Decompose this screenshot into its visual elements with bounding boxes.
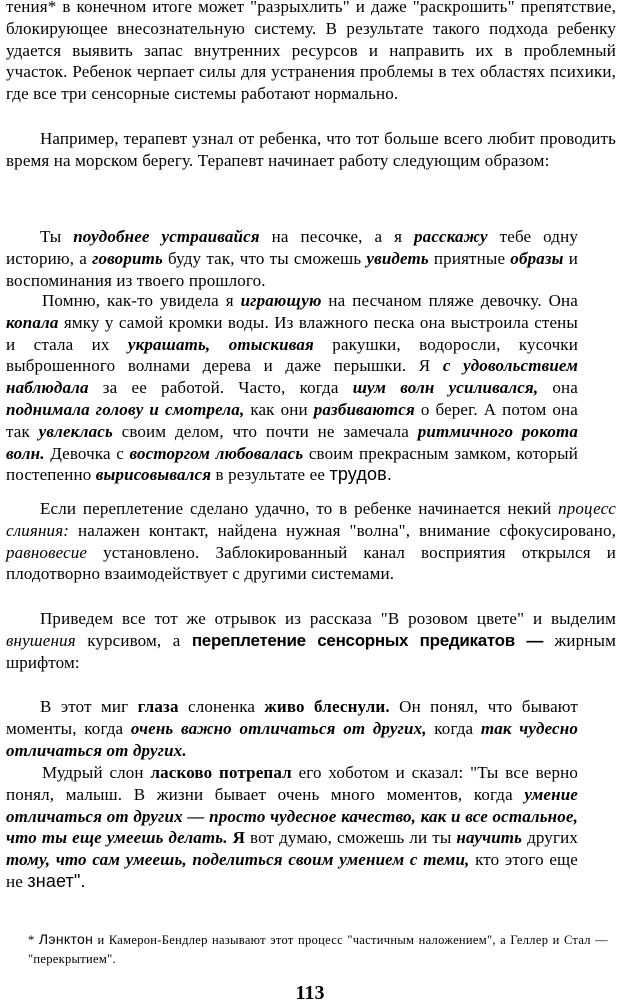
story-paragraph-3: В этот миг глаза слоненка живо блеснули. Он понял, что бывают моменты, когда очень важно отличаться от других, когда так чудесно отличаться от других. (6, 697, 578, 760)
paragraph-intro: тения* в конечном итоге может "разрыхлить" и даже "раскрошить" препятствие, блокирующее внесознательную систему. В результате такого подхода ребенку удается выявить запас внутренних ресурсов и направить их в проблемный участок. Ребенок черпает силы для устранения проблемы в тех областях психики, где все три сенсорные системы работают нормально. (6, 0, 616, 104)
paragraph-quote-intro: Приведем все тот же отрывок из рассказа "В розовом цвете" и выделим внушения курсивом, а переплетение сенсорных предикатов — жирным шрифтом: (6, 609, 616, 672)
story-paragraph-1: Ты поудобнее устраивайся на песочке, а я расскажу тебе одну историю, а говорить буду так, что ты сможешь увидеть приятные образы и воспоминания из твоего прошлого. (6, 227, 578, 290)
story-paragraph-2: Помню, как-то увидела я играющую на песчаном пляже девочку. Она копала ямку у самой кромки воды. Из влажного песка она выстроила стены и стала их украшать, отыскивая ракушки, водоросли, кусочки выброшенного волнами дерева и даже перышки. Я с удовольствием наблюдала за ее работой. Часто, когда шум волн усиливался, она поднимала голову и смотрела, как они разбиваются о берег. А потом она так увлеклась своим делом, что почти не замечала ритмичного рокота волн. Девочка с восторгом любовалась своим прекрасным замком, который постепенно вырисовывался в результате ее трудов. (6, 291, 578, 485)
paragraph-example: Например, терапевт узнал от ребенка, что тот больше всего любит проводить время на морском берегу. Терапевт начинает работу следующим образом: (6, 129, 616, 170)
story-paragraph-4: Мудрый слон ласково потрепал его хоботом и сказал: "Ты все верно понял, малыш. В жизни бывает очень много моментов, когда умение отличаться от других — просто чудесное качество, как и все остальное, что ты еще умеешь делать. Я вот думаю, сможешь ли ты научить других тому, что сам умеешь, поделиться своим умением с теми, кто этого еще не знает". (6, 763, 579, 891)
footnote: * Лэнктон и Камерон-Бендлер называют этот процесс "частичным наложением", а Геллер и Стал — "перекрытием". (28, 931, 608, 966)
paragraph-fusion: Если переплетение сделано удачно, то в ребенке начинается некий процесс слияния: налажен контакт, найдена нужная "волна", внимание сфокусировано, равновесие установлено. Заблокированный канал восприятия открылся и плодотворно взаимодействует с другими системами. (6, 499, 616, 584)
page-number: 113 (295, 982, 325, 1004)
